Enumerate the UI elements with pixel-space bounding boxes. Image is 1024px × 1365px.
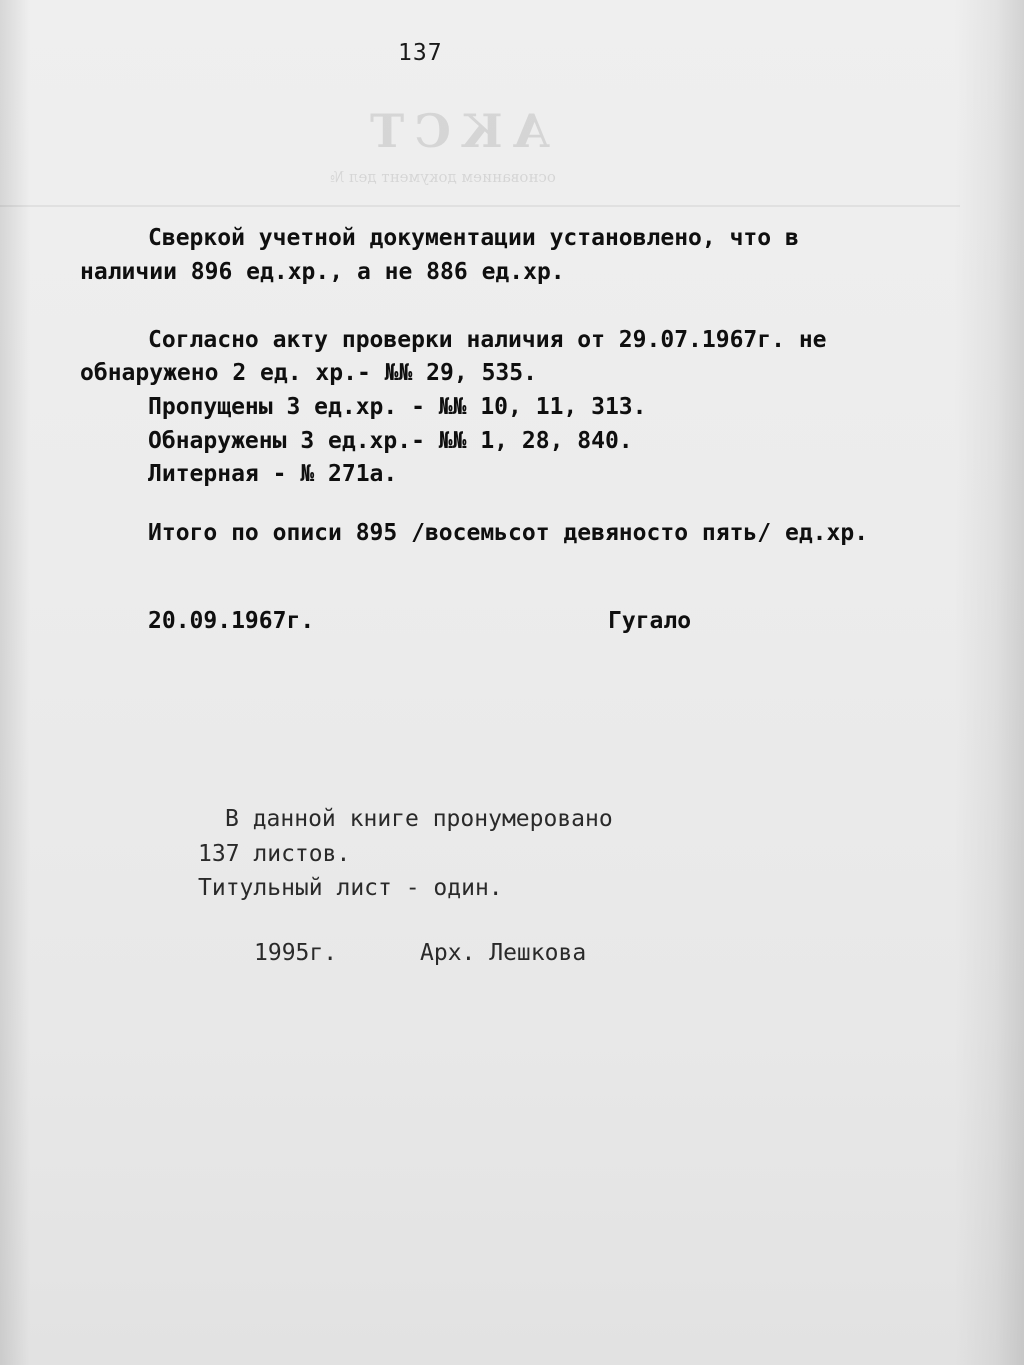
certification-line-2: 137 листов.	[198, 841, 351, 867]
page-edge-shadow-right	[954, 0, 1024, 1365]
signature-1-date: 20.09.1967г.	[148, 608, 315, 634]
total-line: Итого по описи 895 /восемьсот девяносто пять/ ед.хр.	[148, 520, 869, 546]
certification-line-1: В данной книге пронумеровано	[225, 806, 613, 832]
signature-2-date: 1995г.	[254, 940, 338, 966]
page-number: 137	[398, 40, 443, 66]
certification-line-3: Титульный лист - один.	[198, 875, 503, 901]
signature-1-name: Гугало	[608, 608, 692, 634]
paragraph-1-line-2: наличии 896 ед.хр., а не 886 ед.хр.	[80, 259, 565, 285]
bleed-through-title: АКСТ	[360, 104, 551, 158]
bleed-through-rule	[0, 205, 960, 207]
paragraph-2-line-5: Литерная - № 271а.	[148, 461, 398, 487]
signature-2-name: Арх. Лешкова	[420, 940, 587, 966]
paragraph-2-line-4: Обнаружены 3 ед.хр.- №№ 1, 28, 840.	[148, 428, 633, 454]
paragraph-1-line-1: Сверкой учетной документации установлено, что в	[148, 225, 799, 251]
bleed-through-subtitle: основанием документ дел №	[330, 168, 556, 186]
paragraph-2-line-1: Согласно акту проверки наличия от 29.07.1967г. не	[148, 327, 827, 353]
paragraph-2-line-3: Пропущены 3 ед.хр. - №№ 10, 11, 313.	[148, 394, 647, 420]
paragraph-2-line-2: обнаружено 2 ед. хр.- №№ 29, 535.	[80, 360, 537, 386]
